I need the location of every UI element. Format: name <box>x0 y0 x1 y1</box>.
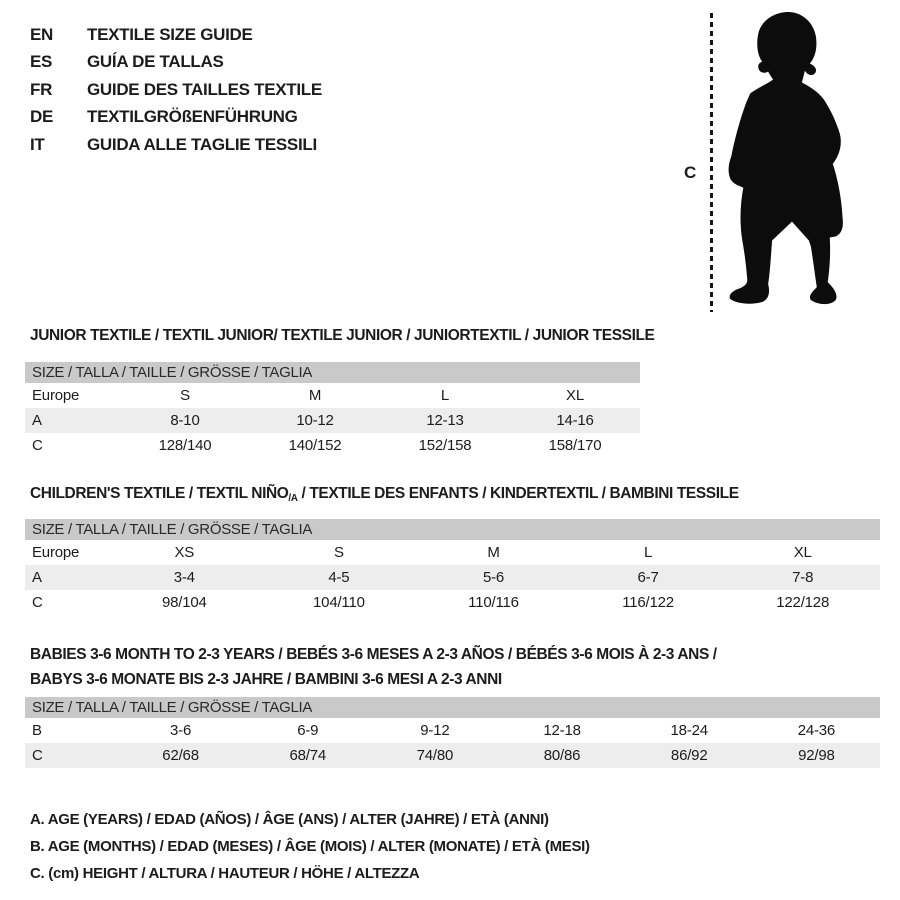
table-cell: 5-6 <box>482 569 505 586</box>
section-title-line1: BABIES 3-6 MONTH TO 2-3 YEARS / BEBÉS 3-6 MESES A 2-3 AÑOS / BÉBÉS 3-6 MOIS À 2-3 ANS / <box>30 646 717 663</box>
language-code: DE <box>30 107 54 127</box>
table-cell: 74/80 <box>416 747 454 764</box>
table-row <box>25 565 880 590</box>
table-cell: 152/158 <box>418 437 472 454</box>
language-code: FR <box>30 79 53 99</box>
language-row-it <box>30 131 322 159</box>
table-cell: XS <box>174 544 195 561</box>
section-title-babies <box>30 642 730 692</box>
table-cell: XL <box>566 387 584 404</box>
height-measure-label: C <box>684 163 697 182</box>
language-code: IT <box>30 134 45 154</box>
language-row-es <box>30 49 322 77</box>
height-dotted-line <box>710 13 713 312</box>
table-cell: 68/74 <box>289 747 326 764</box>
row-label-cell: Europe <box>32 544 80 561</box>
language-label: GUÍA DE TALLAS <box>87 52 224 72</box>
language-label: TEXTILGRÖßENFÜHRUNG <box>87 107 298 127</box>
table-row <box>25 718 880 743</box>
table-row <box>25 590 880 615</box>
row-label-cell: Europe <box>32 387 80 404</box>
table-cell: L <box>644 544 653 561</box>
table-cell: 10-12 <box>296 412 334 429</box>
footnote-b: B. AGE (MONTHS) / EDAD (MESES) / ÂGE (MOIS) / ALTER (MONATE) / ETÀ (MESI) <box>30 838 590 855</box>
table-cell: 6-9 <box>297 722 319 739</box>
babies-size-table <box>25 718 880 768</box>
table-row <box>25 408 640 433</box>
table-row <box>25 433 640 458</box>
language-row-de <box>30 104 322 132</box>
table-cell: S <box>333 544 344 561</box>
row-label-cell: C <box>32 594 43 611</box>
table-cell: 140/152 <box>288 437 342 454</box>
language-label: GUIDA ALLE TAGLIE TESSILI <box>87 134 317 154</box>
table-row <box>25 743 880 768</box>
table-cell: M <box>487 544 500 561</box>
table-cell: 98/104 <box>161 594 207 611</box>
children-size-table <box>25 540 880 615</box>
section-title-children <box>30 485 739 504</box>
section-title-junior: JUNIOR TEXTILE / TEXTIL JUNIOR/ TEXTILE JUNIOR / JUNIORTEXTIL / JUNIOR TESSILE <box>30 327 655 344</box>
language-row-en <box>30 21 322 49</box>
language-legend <box>30 21 322 159</box>
table-cell: 104/110 <box>313 594 365 611</box>
footnote-c: C. (cm) HEIGHT / ALTURA / HAUTEUR / HÖHE / ALTEZZA <box>30 865 420 882</box>
baby-silhouette-icon <box>725 8 852 311</box>
table-cell: 18-24 <box>670 722 708 739</box>
table-cell: L <box>440 387 450 404</box>
row-label-cell: C <box>32 437 43 454</box>
table-cell: 62/68 <box>162 747 199 764</box>
row-label-cell: C <box>32 747 43 764</box>
section-title-subscript: /A <box>288 493 298 504</box>
table-cell: 24-36 <box>797 722 836 739</box>
table-cell: 4-5 <box>328 569 350 586</box>
table-cell: 14-16 <box>556 412 594 429</box>
table-cell: 158/170 <box>548 437 602 454</box>
table-cell: 110/116 <box>468 594 519 611</box>
table-cell: 6-7 <box>637 569 659 586</box>
footnote-a: A. AGE (YEARS) / EDAD (AÑOS) / ÂGE (ANS) / ALTER (JAHRE) / ETÀ (ANNI) <box>30 811 549 828</box>
language-label: GUIDE DES TAILLES TEXTILE <box>87 79 322 99</box>
table-cell: 80/86 <box>543 747 581 764</box>
section-title-line2: BABYS 3-6 MONATE BIS 2-3 JAHRE / BAMBINI 3-6 MESI A 2-3 ANNI <box>30 671 502 688</box>
language-label: TEXTILE SIZE GUIDE <box>87 24 253 44</box>
table-cell: 92/98 <box>798 747 835 764</box>
footnotes <box>30 806 590 887</box>
row-label-cell: A <box>32 569 42 586</box>
table-cell: 86/92 <box>670 747 708 764</box>
table-cell: M <box>308 387 322 404</box>
size-header-bar: SIZE / TALLA / TAILLE / GRÖSSE / TAGLIA <box>25 519 880 540</box>
row-label-cell: A <box>32 412 42 429</box>
table-row <box>25 383 640 408</box>
table-row <box>25 540 880 565</box>
junior-size-table <box>25 383 640 458</box>
table-cell: 8-10 <box>170 412 200 429</box>
table-cell: 128/140 <box>158 437 212 454</box>
row-label-cell: B <box>32 722 42 739</box>
size-header-bar: SIZE / TALLA / TAILLE / GRÖSSE / TAGLIA <box>25 697 880 718</box>
section-title-text: / TEXTILE DES ENFANTS / KINDERTEXTIL / BAMBINI TESSILE <box>297 485 739 502</box>
table-cell: 7-8 <box>792 569 814 586</box>
table-cell: 12-18 <box>543 722 581 739</box>
table-cell: 122/128 <box>776 594 830 611</box>
table-cell: 12-13 <box>426 412 464 429</box>
language-code: ES <box>30 52 53 72</box>
language-row-fr <box>30 76 322 104</box>
table-cell: 3-4 <box>173 569 195 586</box>
table-cell: 3-6 <box>170 722 192 739</box>
table-cell: 9-12 <box>420 722 450 739</box>
table-cell: 116/122 <box>622 594 674 611</box>
size-header-bar: SIZE / TALLA / TAILLE / GRÖSSE / TAGLIA <box>25 362 640 383</box>
table-cell: S <box>180 387 190 404</box>
section-title-text: CHILDREN'S TEXTILE / TEXTIL NIÑO <box>30 485 289 502</box>
language-code: EN <box>30 24 54 44</box>
table-cell: XL <box>793 544 812 561</box>
